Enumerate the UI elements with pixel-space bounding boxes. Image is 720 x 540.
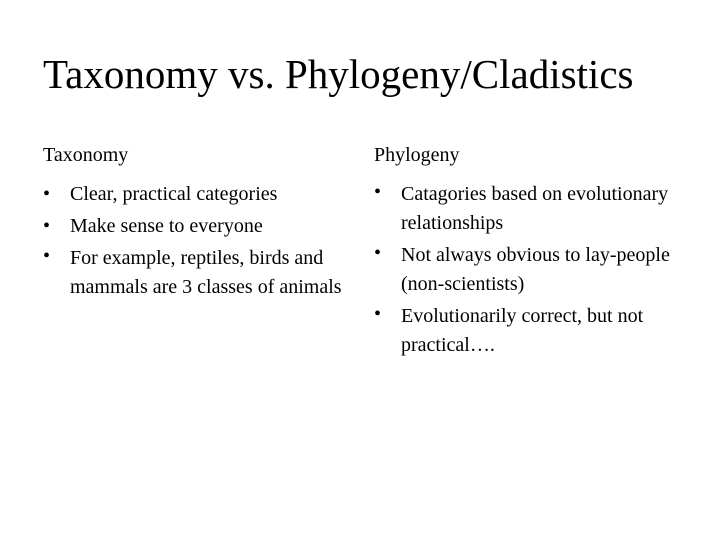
bullet-text: Make sense to everyone [70, 215, 263, 237]
taxonomy-heading: Taxonomy [43, 144, 129, 166]
taxonomy-bullet-list [43, 178, 343, 303]
phylogeny-bullet-item [374, 239, 674, 300]
bullet-icon: • [43, 215, 51, 237]
bullet-text: Clear, practical categories [70, 183, 278, 205]
taxonomy-bullet-item [43, 178, 343, 210]
bullet-icon: • [374, 242, 382, 264]
slide-title: Taxonomy vs. Phylogeny/Cladistics [43, 51, 634, 97]
bullet-text: Evolutionarily correct, but not practical…. [401, 305, 644, 356]
phylogeny-column [374, 141, 674, 361]
bullet-icon: • [43, 183, 51, 205]
phylogeny-bullet-list [374, 178, 674, 361]
phylogeny-bullet-item [374, 300, 674, 361]
bullet-text: For example, reptiles, birds and mammals are 3 classes of animals [70, 247, 342, 298]
bullet-icon: • [374, 303, 382, 325]
bullet-icon: • [374, 181, 382, 203]
taxonomy-bullet-item [43, 242, 343, 303]
phylogeny-bullet-item [374, 178, 674, 239]
taxonomy-column [43, 141, 343, 303]
bullet-icon: • [43, 245, 51, 267]
bullet-text: Not always obvious to lay-people (non-scientists) [401, 244, 670, 295]
taxonomy-bullet-item [43, 210, 343, 242]
phylogeny-heading: Phylogeny [374, 144, 460, 166]
bullet-text: Catagories based on evolutionary relationships [401, 183, 669, 234]
